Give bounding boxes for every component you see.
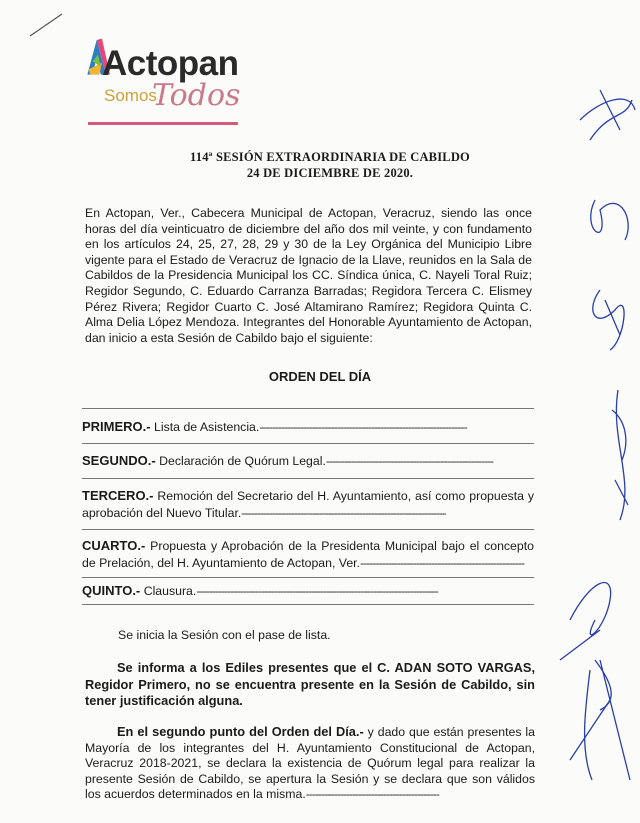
agenda-item-segundo (82, 452, 534, 470)
divider (82, 443, 534, 444)
agenda-item-tercero (82, 487, 534, 522)
agenda-item-text: Remoción del Secretario del H. Ayuntamiento, así como propuesta y aprobación del Nuevo Titular. (82, 489, 535, 520)
quorum-dashes: ------------------------------------------- (305, 787, 439, 802)
absence-notice: Se informa a los Ediles presentes que el C. ADAN SOTO VARGAS, Regidor Primero, no se encuentra presente en la Sesión de Cabildo, sin tener justificación alguna. (85, 660, 535, 708)
divider (82, 577, 534, 578)
agenda-item-label: QUINTO.- (82, 583, 141, 598)
agenda-title: ORDEN DEL DÍA (268, 369, 372, 384)
corner-mark (28, 10, 68, 40)
agenda-item-label: TERCERO.- (82, 488, 154, 503)
quorum-text: y dado que están presentes la Mayoría de los integrantes del H. Ayuntamiento Constitucional de Actopan, Veracruz 2018-2021, se declara la existencia de Quórum legal para realizar la presente Sesión de Cabildo, se apertura la Sesión y se declara que son válidos los acuerdos determinados en la misma. (85, 725, 535, 802)
agenda-item-dashes: ------------------------------------------------------------------- (259, 420, 467, 434)
agenda-item-cuarto (82, 537, 534, 572)
logo-slogan-todos: Todos (152, 78, 241, 113)
quorum-heading: En el segundo punto del Orden del Día.- (117, 724, 364, 739)
agenda-item-text: Clausura. (143, 584, 197, 598)
divider (82, 604, 534, 605)
divider (82, 478, 534, 479)
agenda-item-quinto (82, 582, 534, 600)
logo-wordmark: Actopan (102, 44, 239, 83)
agenda-item-text: Propuesta y Aprobación de la Presidenta Municipal bajo el concepto de Prelación, del H. Ayuntamiento de Actopan, Ver. (82, 539, 534, 570)
signature-icon (560, 90, 635, 780)
session-title: 114ª SESIÓN EXTRAORDINARIA DE CABILDO (190, 150, 470, 164)
quorum-paragraph (85, 724, 535, 803)
agenda-item-dashes: ------------------------------------------------------ (325, 454, 494, 468)
agenda-item-dashes: ------------------------------------------------------------------------------ (196, 584, 438, 598)
logo-underline (88, 122, 238, 125)
divider (82, 408, 534, 409)
agenda-item-dashes: ------------------------------------------------------------------ (241, 506, 446, 520)
margin-signatures (540, 60, 640, 800)
agenda-item-text: Lista de Asistencia. (154, 420, 260, 434)
divider (82, 529, 534, 530)
agenda-item-primero (82, 418, 534, 436)
agenda-item-label: PRIMERO.- (82, 419, 151, 434)
session-date: 24 DE DICIEMBRE DE 2020. (246, 166, 414, 180)
logo-slogan-somos: Somos (104, 86, 157, 105)
session-start-text: Se inicia la Sesión con el pase de lista. (118, 628, 331, 642)
agenda-item-text: Declaración de Quórum Legal. (159, 454, 326, 468)
agenda-item-label: CUARTO.- (82, 538, 146, 553)
agenda-item-dashes: ----------------------------------------------------- (360, 556, 525, 570)
agenda-item-label: SEGUNDO.- (82, 453, 156, 468)
intro-paragraph: En Actopan, Ver., Cabecera Municipal de Actopan, Veracruz, siendo las once horas del día veinticuatro de diciembre del año dos mil veinte, y con fundamento en los artículos 24, 25, 27, 28, 29 y 30 de la Ley Orgánica del Municipio Libre vigente para el Estado de Veracruz de Ignacio de la Llave, reunidos en la Sala de Cabildos de la Presidencia Municipal los CC. Síndica única, C. Nayeli Toral Ruiz; Regidor Segundo, C. Eduardo Carranza Barradas; Regidora Tercera C. Elismey Pérez Rivera; Regidor Cuarto C. José Altamirano Ramírez; Regidora Quinta C. Alma Delia López Mendoza. Integrantes del Honorable Ayuntamiento de Actopan, dan inicio a esta Sesión de Cabildo bajo el siguiente: (85, 206, 532, 345)
